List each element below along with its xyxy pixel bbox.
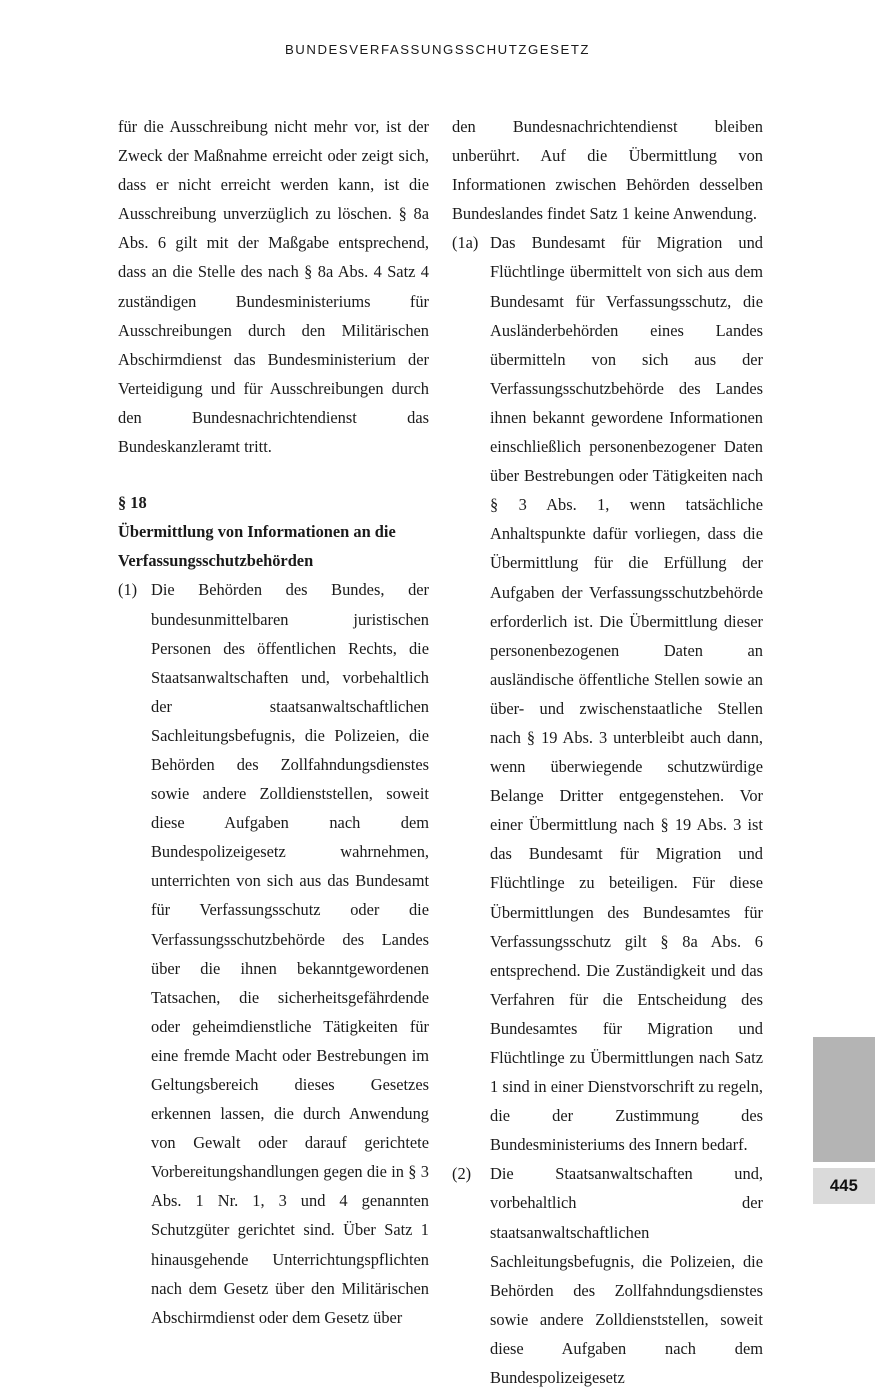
paragraph-2 <box>452 1159 763 1392</box>
paragraph-1-continued: den Bundesnachrichtendienst bleiben unberührt. Auf die Übermittlung von Informationen zwischen Behörden desselben Bundeslandes findet Satz 1 keine Anwendung. <box>452 117 763 224</box>
running-header: BUNDESVERFASSUNGSSCHUTZGESETZ <box>284 42 591 57</box>
paragraph-2-marker: (2) <box>452 1164 472 1184</box>
paragraph-1a-marker: (1a) <box>452 233 479 253</box>
thumb-index-tab <box>813 1037 875 1162</box>
paragraph-1 <box>118 575 429 1331</box>
section-heading-block <box>118 488 429 575</box>
section-title-line-1: Übermittlung von Informationen an die <box>118 522 396 542</box>
page-number: 445 <box>829 1176 859 1195</box>
left-column <box>118 112 429 1332</box>
section-number: § 18 <box>118 493 147 513</box>
section-title-line-2: Verfassungsschutzbehörden <box>118 551 314 571</box>
paragraph-2-text: Die Staatsanwaltschaften und, vorbehaltlich der staatsanwaltschaftlichen Sachleitungsbefugnis, die Polizeien, die Behörden des Zollfahndungsdienstes sowie andere Zolldienststellen, soweit diese Aufgaben nach dem Bundespolizeigesetz <box>490 1164 763 1388</box>
paragraph-1-marker: (1) <box>118 580 138 600</box>
page-number-box <box>813 1168 875 1204</box>
continued-paragraph: für die Ausschreibung nicht mehr vor, ist der Zweck der Maßnahme erreicht oder zeigt sich, dass er nicht erreicht werden kann, ist die Ausschreibung unverzüglich zu löschen. § 8a Abs. 6 gilt mit der Maßgabe entsprechend, dass an die Stelle des nach § 8a Abs. 4 Satz 4 zuständigen Bundesministeriums für Ausschreibungen durch den Militärischen Abschirmdienst das Bundesministerium der Verteidigung und für Ausschreibungen durch den Bundesnachrichtendienst das Bundeskanzleramt tritt. <box>118 117 429 457</box>
paragraph-1a-text: Das Bundesamt für Migration und Flüchtlinge übermittelt von sich aus dem Bundesamt für Verfassungsschutz, die Ausländerbehörden eines Landes übermitteln von sich aus der Verfassungsschutzbehörde des Landes ihnen bekannt gewordene Informationen einschließlich personenbezogener Daten über Bestrebungen oder Tätigkeiten nach § 3 Abs. 1, wenn tatsächliche Anhaltspunkte dafür vorliegen, dass die Übermittlung für die Erfüllung der Aufgaben der Verfassungsschutzbehörde erforderlich ist. Die Übermittlung dieser personenbezogenen Daten an ausländische öffentliche Stellen sowie an über- und zwischenstaatliche Stellen nach § 19 Abs. 3 unterbleibt auch dann, wenn überwiegende schutzwürdige Belange Dritter entgegenstehen. Vor einer Übermittlung nach § 19 Abs. 3 ist das Bundesamt für Migration und Flüchtlinge zu beteiligen. Für diese Übermittlungen des Bundesamtes für Verfassungsschutz gilt § 8a Abs. 6 entsprechend. Die Zuständigkeit und das Verfahren für die Entscheidung des Bundesamtes für Migration und Flüchtlinge zu Übermittlungen nach Satz 1 sind in einer Dienstvorschrift zu regeln, die der Zustimmung des Bundesministeriums des Innern bedarf. <box>490 233 763 1155</box>
right-column <box>452 112 763 1392</box>
paragraph-1a <box>452 228 763 1159</box>
section-title <box>118 517 429 575</box>
paragraph-1-text: Die Behörden des Bundes, der bundesunmittelbaren juristischen Personen des öffentlichen Rechts, die Staatsanwaltschaften und, vorbehaltlich der staatsanwaltschaftlichen Sachleitungsbefugnis, die Polizeien, die Behörden des Zollfahndungsdienstes sowie andere Zolldienststellen, soweit diese Aufgaben nach dem Bundespolizeigesetz wahrnehmen, unterrichten von sich aus das Bundesamt für Verfassungsschutz oder die Verfassungsschutzbehörde des Landes über die ihnen bekanntgewordenen Tatsachen, die sicherheitsgefährdende oder geheimdienstliche Tätigkeiten für eine fremde Macht oder Bestrebungen im Geltungsbereich dieses Gesetzes erkennen lassen, die durch Anwendung von Gewalt oder darauf gerichtete Vorbereitungshandlungen gegen die in § 3 Abs. 1 Nr. 1, 3 und 4 genannten Schutzgüter gerichtet sind. Über Satz 1 hinausgehende Unterrichtungspflichten nach dem Gesetz über den Militärischen Abschirmdienst oder dem Gesetz über <box>151 580 429 1327</box>
